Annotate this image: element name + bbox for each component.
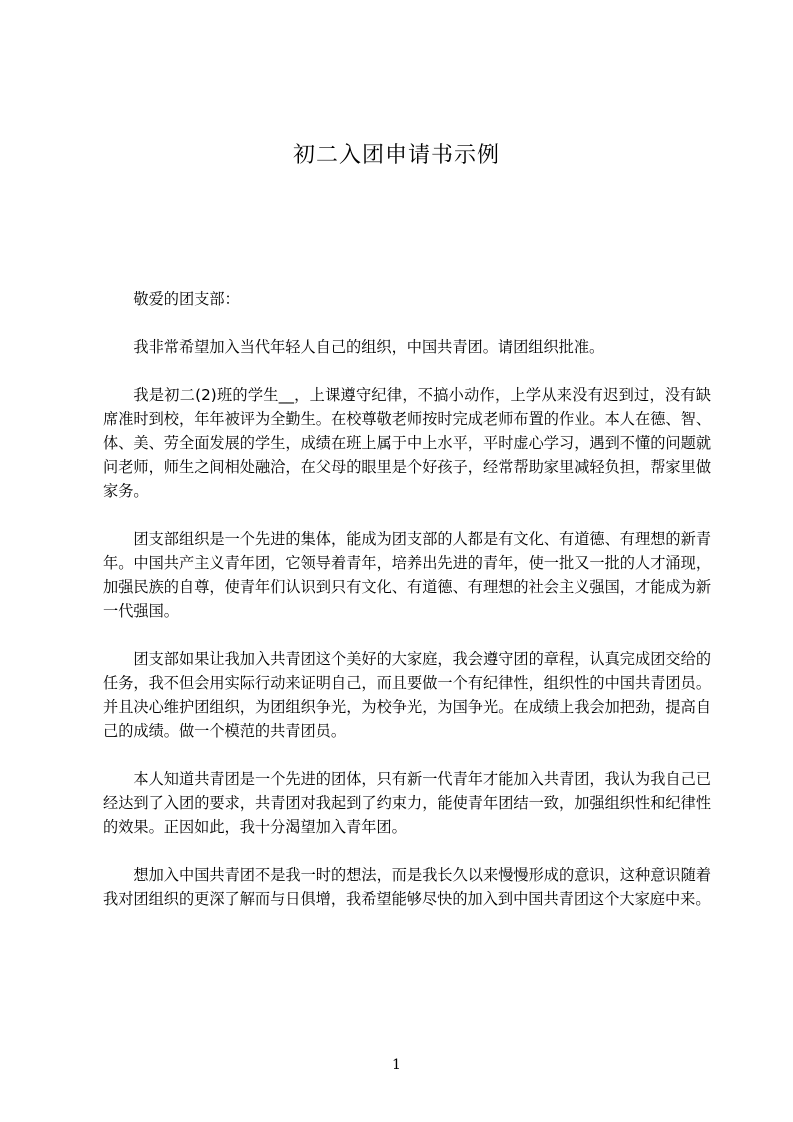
paragraph-6: 想加入中国共青团不是我一时的想法，而是我长久以来慢慢形成的意识，这种意识随着我对团组织的更深了解而与日俱增，我希望能够尽快的加入到中国共青团这个大家庭中来。 bbox=[103, 866, 711, 908]
paragraph-4: 团支部如果让我加入共青团这个美好的大家庭，我会遵守团的章程，认真完成团交给的任务，我不但会用实际行动来证明自己，而且要做一个有纪律性，组织性的中国共青团员。并且决心维护团组织，为团组织争光，为校争光，为国争光。在成绩上我会加把劲，提高自己的成绩。做一个模范的共青团员。 bbox=[103, 650, 711, 740]
document-body bbox=[103, 287, 711, 935]
paragraph-1: 我非常希望加入当代年轻人自己的组织，中国共青团。请团组织批准。 bbox=[133, 338, 605, 356]
paragraph-5: 本人知道共青团是一个先进的团体，只有新一代青年才能加入共青团，我认为我自己已经达到了入团的要求，共青团对我起到了约束力，能使青年团结一致，加强组织性和纪律性的效果。正因如此，我十分渴望加入青年团。 bbox=[103, 770, 711, 836]
salutation: 敬爱的团支部： bbox=[133, 290, 240, 308]
paragraph-2: 我是初二(2)班的学生__，上课遵守纪律，不搞小动作，上学从来没有迟到过，没有缺席准时到校，年年被评为全勤生。在校尊敬老师按时完成老师布置的作业。本人在德、智、体、美、劳全面发展的学生，成绩在班上属于中上水平，平时虚心学习，遇到不懂的问题就问老师，师生之间相处融洽，在父母的眼里是个好孩子，经常帮助家里减轻负担，帮家里做家务。 bbox=[103, 386, 711, 500]
paragraph-3: 团支部组织是一个先进的集体，能成为团支部的人都是有文化、有道德、有理想的新青年。中国共产主义青年团，它领导着青年，培养出先进的青年，使一批又一批的人才涌现，加强民族的自尊，使青年们认识到只有文化、有道德、有理想的社会主义强国，才能成为新一代强国。 bbox=[103, 530, 711, 620]
page-number: 1 bbox=[392, 1057, 401, 1073]
document-title: 初二入团申请书示例 bbox=[292, 143, 500, 168]
